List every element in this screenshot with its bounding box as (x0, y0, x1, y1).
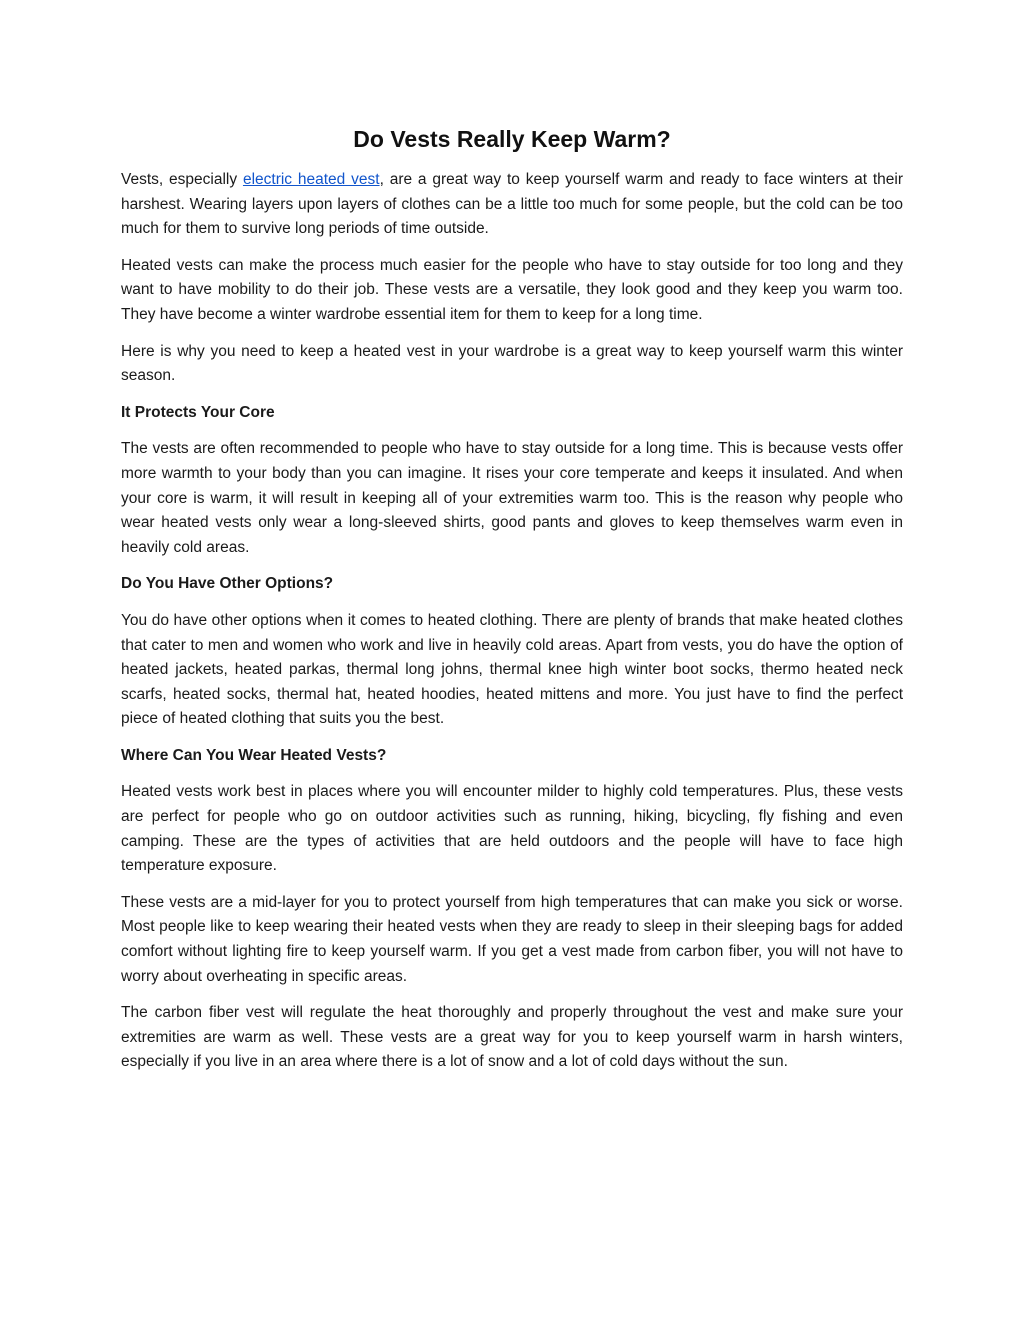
page-title: Do Vests Really Keep Warm? (353, 126, 671, 152)
section-heading-other-options: Do You Have Other Options? (121, 575, 334, 593)
section-body-where-wear-1: Heated vests work best in places where you will encounter milder to highly cold temperatures. Plus, these vests are perfect for people who go on outdoor activities such as running, hiking, bicycling, fly fishing and even camping. These are the types of activities that are held outdoors and the people will have to face high temperature exposure. (121, 783, 903, 875)
document-page (121, 122, 903, 1087)
intro-paragraph (121, 168, 903, 242)
paragraph-2: Heated vests can make the process much easier for the people who have to stay outside for too long and they want to have mobility to do their job. These vests are a versatile, they look good and they keep you warm too. They have become a winter wardrobe essential item for them to keep for a long time. (121, 256, 903, 323)
electric-heated-vest-link[interactable]: electric heated vest (242, 171, 380, 188)
section-heading-protects-core: It Protects Your Core (121, 403, 275, 421)
intro-text-after: , are a great way to keep yourself warm and ready to face winters at their harshest. Wearing layers upon layers of clothes can be a little too much for some people, but the cold can be too much for them to survive long periods of time outside. (121, 171, 903, 238)
section-heading-where-wear: Where Can You Wear Heated Vests? (121, 746, 387, 764)
section-body-other-options: You do have other options when it comes to heated clothing. There are plenty of brands that make heated clothes that cater to men and women who work and live in heavily cold areas. Apart from vests, you do have the option of heated jackets, heated parkas, thermal long johns, thermal knee high winter boot socks, thermo heated neck scarfs, heated socks, thermal hat, heated hoodies, heated mittens and more. You just have to find the perfect piece of heated clothing that suits you the best. (121, 611, 903, 728)
section-body-where-wear-3: The carbon fiber vest will regulate the heat thoroughly and properly throughout the vest and make sure your extremities are warm as well. These vests are a great way for you to keep yourself warm in harsh winters, especially if you live in an area where there is a lot of snow and a lot of cold days without the sun. (121, 1004, 903, 1071)
section-body-where-wear-2: These vests are a mid-layer for you to protect yourself from high temperatures that can make you sick or worse. Most people like to keep wearing their heated vests when they are ready to sleep in their sleeping bags for added comfort without lighting fire to keep yourself warm. If you get a vest made from carbon fiber, you will not have to worry about overheating in specific areas. (121, 893, 903, 985)
paragraph-3: Here is why you need to keep a heated vest in your wardrobe is a great way to keep yourself warm this winter season. (121, 342, 903, 385)
section-body-protects-core: The vests are often recommended to people who have to stay outside for a long time. This is because vests offer more warmth to your body than you can imagine. It rises your core temperate and keeps it insulated. And when your core is warm, it will result in keeping all of your extremities warm too. This is the reason why people who wear heated vests only wear a long-sleeved shirts, good pants and gloves to keep themselves warm even in heavily cold areas. (121, 440, 903, 556)
intro-text-before: Vests, especially (121, 171, 243, 188)
